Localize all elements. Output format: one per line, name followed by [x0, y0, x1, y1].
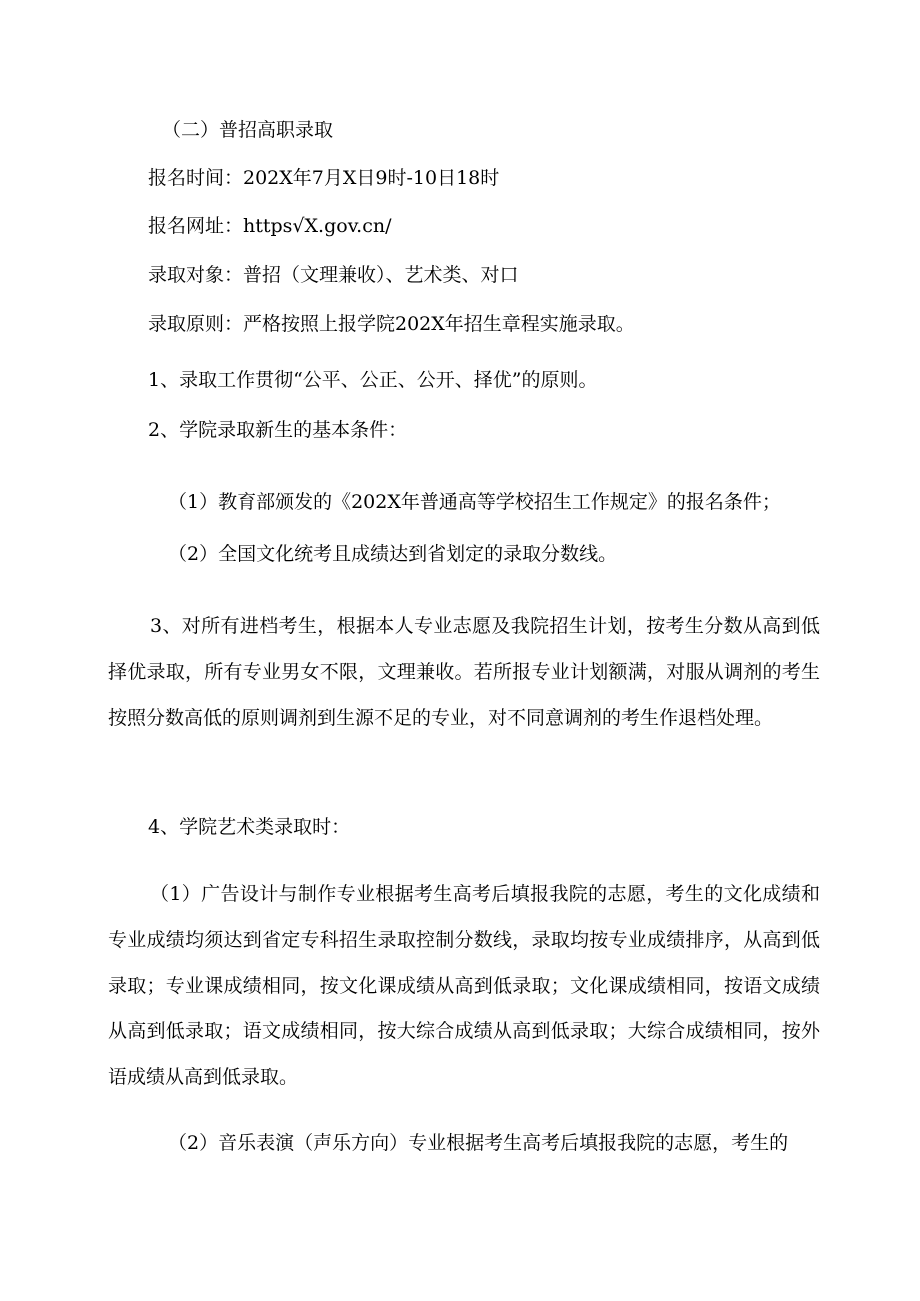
admission-targets: 录取对象：普招（文理兼收）、艺术类、对口 [148, 264, 519, 286]
list-item-2-sub-2: （2）全国文化统考且成绩达到省划定的录取分数线。 [168, 543, 618, 565]
admission-principle: 录取原则：严格按照上报学院202X年招生章程实施录取。 [148, 313, 635, 335]
list-item-1: 1、录取工作贯彻“公平、公正、公开、择优”的原则。 [148, 369, 598, 391]
registration-time: 报名时间：202X年7月X日9时-10日18时 [148, 167, 500, 189]
registration-url: 报名网址：https√X.gov.cn/ [148, 215, 392, 237]
list-item-2: 2、学院录取新生的基本条件： [148, 419, 408, 441]
list-item-4: 4、学院艺术类录取时： [148, 816, 351, 838]
list-item-3-paragraph: 3、对所有进档考生，根据本人专业志愿及我院招生计划，按考生分数从高到低择优录取，所有专业男女不限，文理兼收。若所报专业计划额满，对服从调剂的考生按照分数高低的原则调剂到生源不足的专业，对不同意调剂的考生作退档处理。 [108, 615, 820, 729]
list-item-4-sub-2: （2）音乐表演（声乐方向）专业根据考生高考后填报我院的志愿，考生的 [168, 1132, 789, 1154]
section-heading: （二）普招高职录取 [162, 119, 334, 141]
list-item-2-sub-1: （1）教育部颁发的《202X年普通高等学校招生工作规定》的报名条件； [168, 491, 781, 513]
list-item-4-sub-1-paragraph: （1）广告设计与制作专业根据考生高考后填报我院的志愿，考生的文化成绩和专业成绩均须达到省定专科招生录取控制分数线，录取均按专业成绩排序，从高到低录取；专业课成绩相同，按文化课成绩从高到低录取；文化课成绩相同，按语文成绩从高到低录取；语文成绩相同，按大综合成绩从高到低录取；大综合成绩相同，按外语成绩从高到低录取。 [108, 883, 820, 1089]
